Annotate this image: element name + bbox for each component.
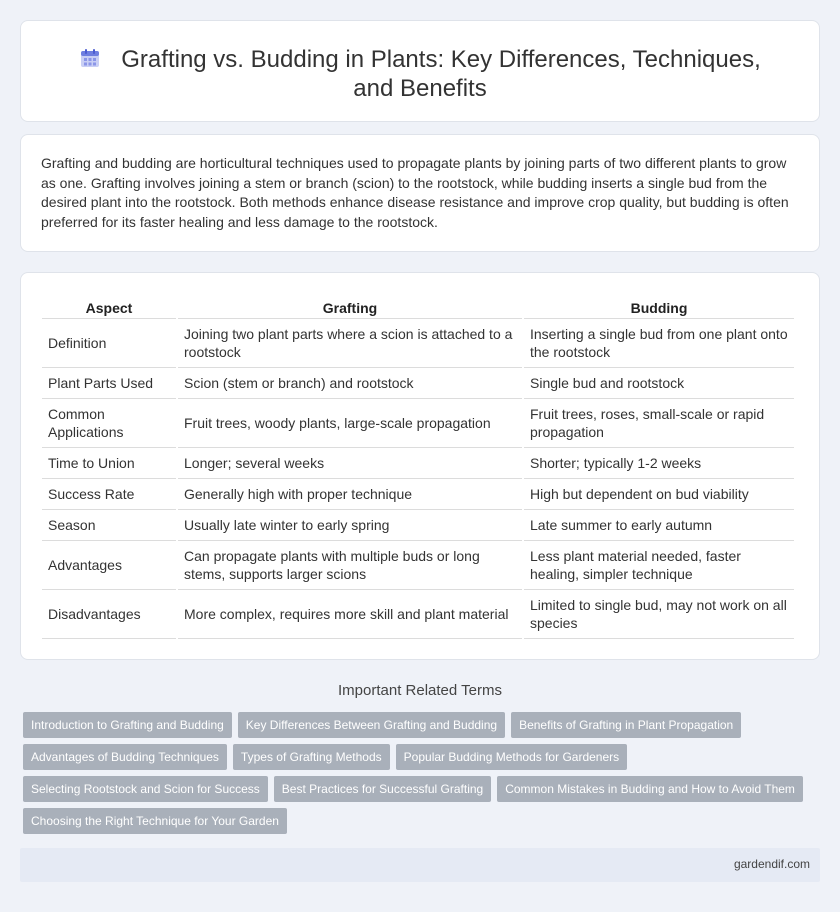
table-cell: Scion (stem or branch) and rootstock — [178, 368, 522, 399]
footer-site[interactable]: gardendif.com — [733, 857, 810, 871]
table-cell: Can propagate plants with multiple buds or long stems, supports larger scions — [178, 541, 522, 590]
table-row — [42, 510, 794, 541]
table-cell: Plant Parts Used — [42, 368, 176, 399]
header-aspect: Aspect — [42, 295, 176, 319]
related-tag[interactable]: Advantages of Budding Techniques — [23, 744, 227, 770]
related-terms-heading: Important Related Terms — [338, 682, 502, 699]
page-title: Grafting vs. Budding in Plants: Key Differences, Techniques, and Benefits — [121, 46, 761, 102]
related-tag[interactable]: Benefits of Grafting in Plant Propagation — [511, 712, 741, 738]
related-tag[interactable]: Types of Grafting Methods — [233, 744, 390, 770]
table-header-row — [42, 295, 794, 319]
related-tag[interactable]: Choosing the Right Technique for Your Garden — [23, 808, 287, 834]
table-cell: Common Applications — [42, 399, 176, 448]
table-cell: Advantages — [42, 541, 176, 590]
header-budding: Budding — [524, 295, 794, 319]
table-cell: Time to Union — [42, 448, 176, 479]
table-row — [42, 448, 794, 479]
table-cell: Limited to single bud, may not work on all species — [524, 590, 794, 639]
table-row — [42, 399, 794, 448]
comparison-table — [40, 295, 796, 639]
title-card — [20, 20, 820, 122]
table-row — [42, 319, 794, 368]
related-tag[interactable]: Introduction to Grafting and Budding — [23, 712, 232, 738]
related-tag[interactable]: Selecting Rootstock and Scion for Success — [23, 776, 268, 802]
table-cell: Usually late winter to early spring — [178, 510, 522, 541]
table-cell: Definition — [42, 319, 176, 368]
table-cell: Success Rate — [42, 479, 176, 510]
related-tag[interactable]: Key Differences Between Grafting and Budding — [238, 712, 505, 738]
table-cell: High but dependent on bud viability — [524, 479, 794, 510]
table-cell: Less plant material needed, faster healing, simpler technique — [524, 541, 794, 590]
table-cell: Fruit trees, roses, small-scale or rapid propagation — [524, 399, 794, 448]
table-cell: Season — [42, 510, 176, 541]
table-row — [42, 368, 794, 399]
table-cell: Single bud and rootstock — [524, 368, 794, 399]
related-tag[interactable]: Popular Budding Methods for Gardeners — [396, 744, 627, 770]
header-grafting: Grafting — [178, 295, 522, 319]
intro-text: Grafting and budding are horticultural techniques used to propagate plants by joining parts of two different plants to grow as one. Grafting involves joining a stem or branch (scion) to the rootstock, while budding inserts a single bud from the desired plant into the rootstock. Both methods enhance disease resistance and improve crop quality, but budding is often preferred for its faster healing and less damage to the rootstock. — [41, 155, 789, 230]
table-cell: More complex, requires more skill and plant material — [178, 590, 522, 639]
table-row — [42, 541, 794, 590]
comparison-table-card — [20, 272, 820, 660]
related-tag[interactable]: Common Mistakes in Budding and How to Avoid Them — [497, 776, 803, 802]
related-tag[interactable]: Best Practices for Successful Grafting — [274, 776, 491, 802]
table-row — [42, 479, 794, 510]
footer — [20, 848, 820, 882]
table-cell: Fruit trees, woody plants, large-scale propagation — [178, 399, 522, 448]
table-cell: Generally high with proper technique — [178, 479, 522, 510]
table-cell: Shorter; typically 1-2 weeks — [524, 448, 794, 479]
table-cell: Longer; several weeks — [178, 448, 522, 479]
calendar-icon — [79, 47, 101, 69]
table-row — [42, 590, 794, 639]
related-terms-tags — [23, 712, 823, 840]
table-cell: Disadvantages — [42, 590, 176, 639]
table-cell: Joining two plant parts where a scion is attached to a rootstock — [178, 319, 522, 368]
intro-card — [20, 134, 820, 252]
table-cell: Late summer to early autumn — [524, 510, 794, 541]
table-cell: Inserting a single bud from one plant onto the rootstock — [524, 319, 794, 368]
